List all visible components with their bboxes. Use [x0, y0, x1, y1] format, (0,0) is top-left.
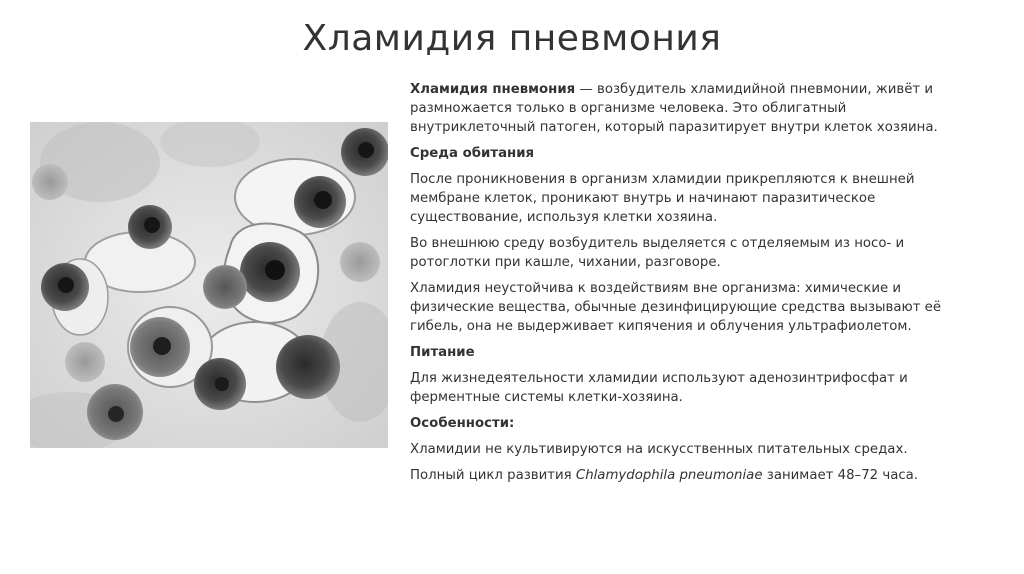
features-paragraph: Хламидии не культивируются на искусственных питательных средах. [410, 442, 908, 457]
habitat-paragraph: После проникновения в организм хламидии прикрепляются к внешней мембране клеток, проникают внутрь и начинают паразитическое существование, используя клетки хозяина. [410, 172, 915, 225]
species-name: Chlamydophila pneumoniae [575, 468, 763, 483]
chlamydia-micrograph-image [30, 122, 388, 448]
nutrition-heading: Питание [410, 345, 475, 360]
features-heading: Особенности: [410, 416, 515, 431]
features-text: Полный цикл развития [410, 468, 576, 483]
intro-term: Хламидия пневмония [410, 82, 576, 97]
habitat-paragraph: Во внешнюю среду возбудитель выделяется с отделяемым из носо- и ротоглотки при кашле, чихании, разговоре. [410, 236, 905, 270]
micrograph-icon [30, 122, 388, 448]
features-paragraph [410, 466, 970, 485]
text-block [410, 80, 970, 492]
habitat-heading: Среда обитания [410, 146, 535, 161]
features-text: занимает 48–72 часа. [762, 468, 919, 483]
habitat-paragraph: Хламидия неустойчива к воздействиям вне организма: химические и физические вещества, обычные дезинфицирующие средства вызывают её гибель, она не выдерживает кипячения и облучения ультрафиолетом. [410, 281, 942, 334]
page-title: Хламидия пневмония [302, 18, 722, 59]
intro-paragraph [410, 80, 970, 137]
nutrition-paragraph: Для жизнедеятельности хламидии используют аденозинтрифосфат и ферментные системы клетки-хозяина. [410, 371, 908, 405]
intro-text: — возбудитель хламидийной пневмонии, живёт и размножается только в организме человека. Это облигатный внутриклеточный патоген, который паразитирует внутри клеток хозяина. [410, 82, 938, 135]
